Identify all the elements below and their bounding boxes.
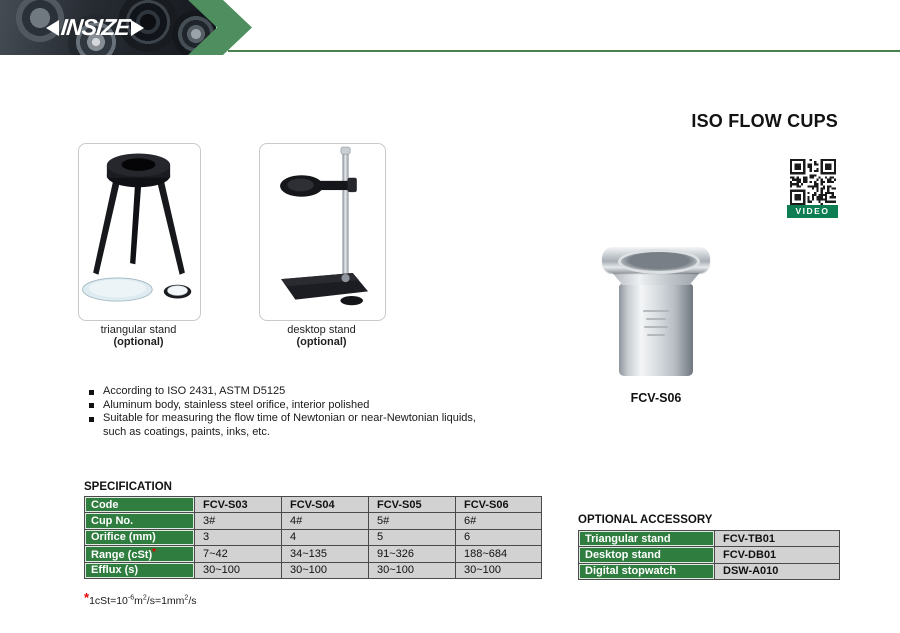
footnote: $*1cSt=10^{-6}m^2/s=1mm^2/s$ <box>84 590 197 607</box>
row-label: Desktop stand <box>579 547 715 563</box>
logo-left-arrow-icon <box>46 20 59 36</box>
optional-accessory-heading: OPTIONAL ACCESSORY <box>578 514 713 526</box>
row-label: Range (cSt)* <box>85 546 195 562</box>
triangular-stand-illustration <box>79 144 198 318</box>
cup-engraving <box>643 310 669 312</box>
page-title: ISO FLOW CUPS <box>691 111 838 131</box>
cup-engraving <box>647 334 665 336</box>
cell: 3 <box>195 529 282 545</box>
specification-heading: SPECIFICATION <box>84 481 172 493</box>
table-row <box>85 546 542 562</box>
footnote-marker: * <box>152 546 157 558</box>
green-chevron-icon <box>175 0 255 55</box>
stand-name: desktop stand <box>287 324 356 336</box>
cell: 30~100 <box>282 562 369 578</box>
row-label: Efflux (s) <box>85 562 195 578</box>
cell: FCV-DB01 <box>715 547 840 563</box>
stand-note: (optional) <box>296 336 347 348</box>
cell: FCV-TB01 <box>715 531 840 547</box>
table-row <box>579 531 840 547</box>
cell: 30~100 <box>369 562 456 578</box>
triangular-stand-image <box>78 143 201 321</box>
desktop-stand-image <box>259 143 386 321</box>
cup-flange <box>602 247 710 273</box>
cell: 6 <box>456 529 542 545</box>
triangular-stand-caption <box>78 324 199 348</box>
specification-table <box>84 496 542 579</box>
cup-engraving <box>646 318 666 320</box>
cell: 5 <box>369 529 456 545</box>
row-label: Digital stopwatch <box>579 563 715 579</box>
feature-item-continued: such as coatings, paints, inks, etc. <box>103 425 270 438</box>
table-row <box>85 497 542 513</box>
feature-list <box>88 385 476 439</box>
video-badge: VIDEO <box>787 205 838 218</box>
cell: 91~326 <box>369 546 456 562</box>
cell: DSW-A010 <box>715 563 840 579</box>
table-row <box>85 513 542 529</box>
logo-right-arrow-icon <box>131 20 144 36</box>
cup-body <box>619 284 693 376</box>
table-row <box>85 562 542 578</box>
stand-note: (optional) <box>113 336 164 348</box>
table-row <box>579 547 840 563</box>
row-label: Triangular stand <box>579 531 715 547</box>
stand-name: triangular stand <box>100 324 177 336</box>
cell: 34~135 <box>282 546 369 562</box>
cup-opening <box>618 249 700 274</box>
product-code-label: FCV-S06 <box>630 391 682 405</box>
cell: 3# <box>195 513 282 529</box>
insize-logo <box>46 16 144 39</box>
cell: FCV-S05 <box>369 497 456 513</box>
cell: FCV-S03 <box>195 497 282 513</box>
cup-engraving <box>644 326 668 328</box>
cell: 5# <box>369 513 456 529</box>
logo-text: INSIZE <box>59 14 131 40</box>
feature-item: According to ISO 2431, ASTM D5125 <box>88 385 476 399</box>
desktop-stand-caption <box>259 324 384 348</box>
feature-item: Aluminum body, stainless steel orifice, interior polished <box>88 399 476 413</box>
cell: 7~42 <box>195 546 282 562</box>
cell: 188~684 <box>456 546 542 562</box>
cell: FCV-S04 <box>282 497 369 513</box>
flow-cup-image <box>602 247 710 377</box>
qr-code <box>790 159 836 205</box>
table-row <box>579 563 840 579</box>
feature-item: Suitable for measuring the flow time of Newtonian or near-Newtonian liquids, <box>88 412 476 426</box>
cell: 30~100 <box>456 562 542 578</box>
row-label: Orifice (mm) <box>85 529 195 545</box>
qr-code-pattern <box>790 159 836 205</box>
cell: 4# <box>282 513 369 529</box>
optional-accessory-table <box>578 530 840 580</box>
desktop-stand-illustration <box>260 144 383 318</box>
cell: 6# <box>456 513 542 529</box>
cell: 4 <box>282 529 369 545</box>
row-label: Code <box>85 497 195 513</box>
cell: FCV-S06 <box>456 497 542 513</box>
footnote-marker: * <box>84 590 90 605</box>
cell: 30~100 <box>195 562 282 578</box>
table-row <box>85 529 542 545</box>
row-label: Cup No. <box>85 513 195 529</box>
header-divider <box>228 50 900 52</box>
